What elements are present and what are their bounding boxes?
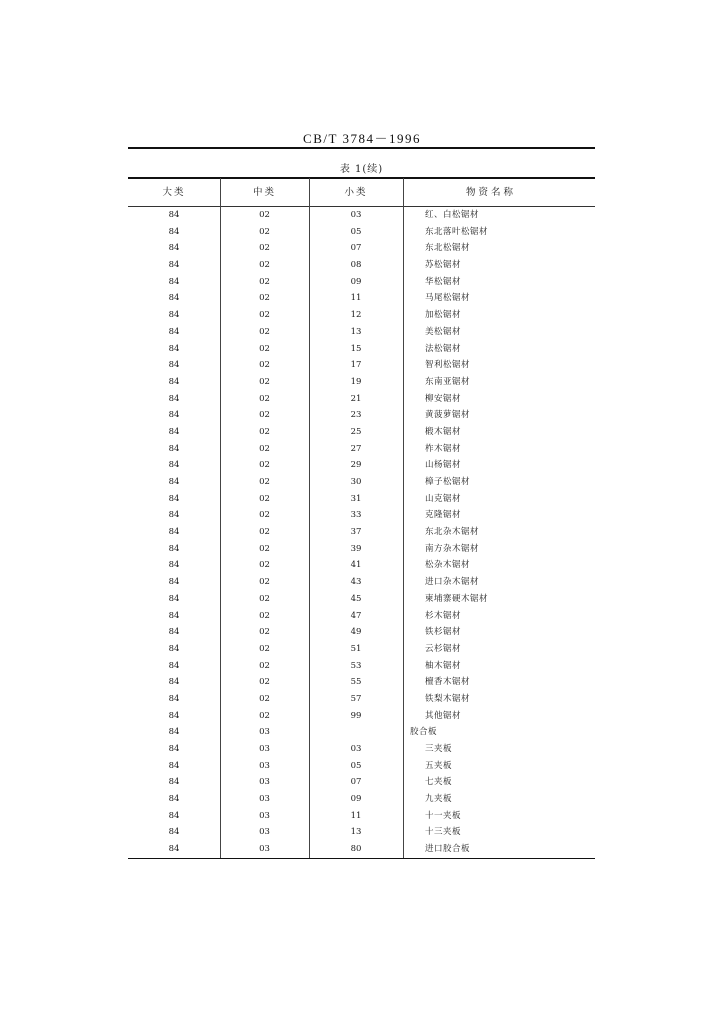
table-row: [128, 557, 595, 574]
cell-major-code: 84: [168, 226, 180, 237]
cell-material-name: 铁杉锯材: [425, 627, 462, 638]
cell-middle-code: 02: [259, 710, 270, 721]
cell-major-code: 84: [168, 460, 180, 471]
cell-major-code: 84: [168, 543, 180, 554]
cell-middle-code: 02: [259, 243, 270, 254]
table-row: [128, 741, 595, 758]
cell-material-name: 胶合板: [410, 727, 438, 738]
cell-middle-code: 02: [259, 493, 270, 504]
cell-material-name: 其他锯材: [425, 710, 462, 721]
cell-major-code: 84: [168, 643, 180, 654]
cell-middle-code: 02: [259, 610, 270, 621]
cell-middle-code: 02: [259, 293, 270, 304]
cell-material-name: 苏松锯材: [425, 260, 462, 271]
column-header-major: 大类: [162, 187, 186, 198]
column-header-minor: 小类: [344, 187, 368, 198]
cell-minor-code: 45: [350, 593, 362, 604]
cell-major-code: 84: [168, 276, 180, 287]
table-row: [128, 474, 595, 491]
cell-minor-code: 99: [350, 710, 362, 721]
cell-major-code: 84: [168, 593, 180, 604]
cell-major-code: 84: [168, 810, 180, 821]
cell-material-name: 东北松锯材: [425, 243, 471, 254]
cell-minor-code: 43: [350, 577, 362, 588]
cell-minor-code: 39: [350, 543, 362, 554]
table-row: [128, 240, 595, 257]
cell-middle-code: 02: [259, 677, 270, 688]
cell-material-name: 加松锯材: [425, 310, 462, 321]
table-row: [128, 641, 595, 658]
table-row: [128, 507, 595, 524]
table-row: [128, 407, 595, 424]
cell-material-name: 东北落叶松锯材: [425, 226, 489, 237]
table-row: [128, 274, 595, 291]
cell-middle-code: 02: [259, 326, 270, 337]
cell-minor-code: 05: [350, 226, 362, 237]
cell-minor-code: 07: [350, 777, 362, 788]
table-row: [128, 724, 595, 741]
cell-middle-code: 02: [259, 226, 270, 237]
cell-major-code: 84: [168, 310, 180, 321]
column-header-middle: 中类: [252, 187, 276, 198]
cell-material-name: 山杨锯材: [425, 460, 462, 471]
table-bottom-rule: [128, 858, 595, 859]
cell-minor-code: 11: [350, 293, 362, 304]
cell-major-code: 84: [168, 426, 180, 437]
table-row: [128, 491, 595, 508]
cell-material-name: 红、白松锯材: [425, 210, 480, 220]
cell-middle-code: 03: [259, 827, 270, 838]
cell-major-code: 84: [168, 577, 180, 588]
cell-middle-code: 02: [259, 360, 270, 371]
cell-material-name: 法松锯材: [425, 343, 462, 354]
table-row: [128, 674, 595, 691]
cell-material-name: 智利松锯材: [425, 360, 471, 371]
cell-middle-code: 02: [259, 627, 270, 638]
cell-minor-code: 09: [350, 794, 362, 805]
cell-middle-code: 02: [259, 410, 270, 421]
cell-minor-code: 30: [350, 477, 362, 487]
cell-minor-code: 47: [350, 610, 362, 621]
cell-middle-code: 02: [259, 210, 270, 220]
cell-middle-code: 02: [259, 426, 270, 437]
table-row: [128, 424, 595, 441]
table-row: [128, 324, 595, 341]
cell-major-code: 84: [168, 827, 180, 838]
cell-major-code: 84: [168, 560, 180, 571]
cell-minor-code: 17: [350, 360, 362, 371]
cell-middle-code: 02: [259, 693, 270, 704]
cell-minor-code: 08: [350, 260, 362, 271]
cell-material-name: 杉木锯材: [425, 610, 462, 621]
cell-minor-code: 23: [350, 410, 362, 421]
cell-middle-code: 02: [259, 577, 270, 588]
cell-middle-code: 02: [259, 660, 270, 671]
column-header-name: 物资名称: [465, 187, 516, 198]
cell-major-code: 84: [168, 293, 180, 304]
cell-minor-code: 07: [350, 243, 362, 254]
cell-material-name: 黄菠萝锯材: [425, 410, 471, 421]
table-row: [128, 824, 595, 841]
cell-middle-code: 02: [259, 643, 270, 654]
table-row: [128, 708, 595, 725]
cell-middle-code: 02: [259, 376, 270, 387]
cell-major-code: 84: [168, 744, 180, 754]
cell-major-code: 84: [168, 243, 180, 254]
cell-major-code: 84: [168, 727, 180, 738]
cell-material-name: 松杂木锯材: [425, 560, 471, 571]
table-row: [128, 841, 595, 858]
table-row: [128, 591, 595, 608]
cell-major-code: 84: [168, 777, 180, 788]
cell-middle-code: 02: [259, 343, 270, 354]
cell-minor-code: 53: [350, 660, 362, 671]
cell-material-name: 樟子松锯材: [425, 477, 471, 487]
table-row: [128, 341, 595, 358]
cell-middle-code: 03: [259, 760, 270, 771]
cell-middle-code: 03: [259, 810, 270, 821]
cell-middle-code: 02: [259, 560, 270, 571]
table-row: [128, 307, 595, 324]
table-row: [128, 658, 595, 675]
cell-major-code: 84: [168, 693, 180, 704]
cell-material-name: 七夹板: [425, 777, 453, 788]
cell-minor-code: 80: [350, 844, 362, 855]
standard-code: CB/T 3784－1996: [303, 131, 421, 146]
table-row: [128, 608, 595, 625]
table-row: [128, 791, 595, 808]
cell-material-name: 五夹板: [425, 760, 453, 771]
cell-material-name: 山克锯材: [425, 493, 462, 504]
table-body: [128, 207, 595, 858]
cell-material-name: 进口杂木锯材: [425, 577, 480, 588]
cell-middle-code: 03: [259, 794, 270, 805]
cell-major-code: 84: [168, 443, 180, 454]
cell-material-name: 柚木锯材: [425, 660, 462, 671]
cell-material-name: 檀香木锯材: [425, 677, 471, 688]
cell-minor-code: 49: [350, 627, 362, 638]
cell-major-code: 84: [168, 527, 180, 538]
cell-minor-code: 03: [350, 744, 362, 754]
table-title: 表 1(续): [339, 164, 384, 175]
table-row: [128, 357, 595, 374]
cell-middle-code: 02: [259, 543, 270, 554]
table-row: [128, 457, 595, 474]
cell-minor-code: 55: [350, 677, 362, 688]
cell-major-code: 84: [168, 660, 180, 671]
cell-minor-code: 19: [350, 376, 362, 387]
cell-major-code: 84: [168, 326, 180, 337]
cell-minor-code: 15: [350, 343, 362, 354]
header-rule: [128, 147, 595, 149]
cell-major-code: 84: [168, 343, 180, 354]
cell-middle-code: 02: [259, 510, 270, 521]
cell-material-name: 东南亚锯材: [425, 376, 471, 387]
cell-minor-code: 51: [350, 643, 362, 654]
cell-minor-code: 31: [350, 493, 362, 504]
cell-material-name: 柞木锯材: [425, 443, 462, 454]
cell-minor-code: 33: [350, 510, 362, 521]
cell-minor-code: 03: [350, 210, 362, 220]
cell-material-name: 华松锯材: [425, 276, 462, 287]
table-row: [128, 774, 595, 791]
cell-minor-code: 21: [350, 393, 362, 404]
table-row: [128, 257, 595, 274]
table-row: [128, 624, 595, 641]
cell-material-name: 柬埔寨硬木锯材: [425, 593, 489, 604]
cell-material-name: 南方杂木锯材: [425, 543, 480, 554]
table-row: [128, 224, 595, 241]
cell-middle-code: 03: [259, 844, 270, 855]
cell-major-code: 84: [168, 760, 180, 771]
table-row: [128, 691, 595, 708]
cell-major-code: 84: [168, 710, 180, 721]
cell-middle-code: 02: [259, 527, 270, 538]
cell-material-name: 东北杂木锯材: [425, 527, 480, 538]
cell-major-code: 84: [168, 210, 180, 220]
cell-middle-code: 02: [259, 310, 270, 321]
cell-major-code: 84: [168, 493, 180, 504]
table-row: [128, 207, 595, 224]
cell-middle-code: 03: [259, 777, 270, 788]
cell-major-code: 84: [168, 393, 180, 404]
cell-middle-code: 03: [259, 744, 270, 754]
cell-middle-code: 02: [259, 477, 270, 487]
cell-middle-code: 02: [259, 260, 270, 271]
cell-major-code: 84: [168, 794, 180, 805]
cell-middle-code: 02: [259, 460, 270, 471]
table-row: [128, 441, 595, 458]
table-row: [128, 524, 595, 541]
cell-major-code: 84: [168, 510, 180, 521]
cell-major-code: 84: [168, 610, 180, 621]
table-row: [128, 290, 595, 307]
cell-minor-code: 13: [350, 827, 362, 838]
cell-minor-code: 41: [350, 560, 362, 571]
cell-major-code: 84: [168, 677, 180, 688]
cell-material-name: 进口胶合板: [425, 844, 471, 855]
cell-major-code: 84: [168, 627, 180, 638]
cell-material-name: 克隆锯材: [425, 510, 462, 521]
cell-material-name: 三夹板: [425, 744, 453, 754]
cell-material-name: 美松锯材: [425, 326, 462, 337]
cell-major-code: 84: [168, 410, 180, 421]
table-row: [128, 541, 595, 558]
cell-major-code: 84: [168, 360, 180, 371]
cell-minor-code: 25: [350, 426, 362, 437]
cell-material-name: 九夹板: [425, 794, 453, 805]
cell-middle-code: 03: [259, 727, 270, 738]
cell-minor-code: 09: [350, 276, 362, 287]
cell-material-name: 柳安锯材: [425, 393, 462, 404]
cell-material-name: 马尾松锯材: [425, 293, 471, 304]
cell-material-name: 十一夹板: [425, 810, 462, 821]
cell-minor-code: 29: [350, 460, 362, 471]
table-top-rule: [128, 177, 595, 179]
cell-material-name: 云杉锯材: [425, 643, 462, 654]
cell-middle-code: 02: [259, 276, 270, 287]
cell-minor-code: 37: [350, 527, 362, 538]
cell-minor-code: 57: [350, 693, 362, 704]
cell-minor-code: 11: [350, 810, 362, 821]
cell-major-code: 84: [168, 376, 180, 387]
cell-minor-code: 13: [350, 326, 362, 337]
cell-major-code: 84: [168, 477, 180, 487]
cell-minor-code: 27: [350, 443, 362, 454]
cell-major-code: 84: [168, 844, 180, 855]
cell-major-code: 84: [168, 260, 180, 271]
table-row: [128, 574, 595, 591]
cell-material-name: 十三夹板: [425, 827, 462, 838]
table-row: [128, 374, 595, 391]
cell-minor-code: 05: [350, 760, 362, 771]
table-row: [128, 808, 595, 825]
table-row: [128, 758, 595, 775]
cell-middle-code: 02: [259, 593, 270, 604]
cell-material-name: 椴木锯材: [425, 426, 462, 437]
cell-minor-code: 12: [350, 310, 362, 321]
cell-material-name: 铁梨木锯材: [425, 693, 471, 704]
table-row: [128, 391, 595, 408]
cell-middle-code: 02: [259, 443, 270, 454]
cell-middle-code: 02: [259, 393, 270, 404]
